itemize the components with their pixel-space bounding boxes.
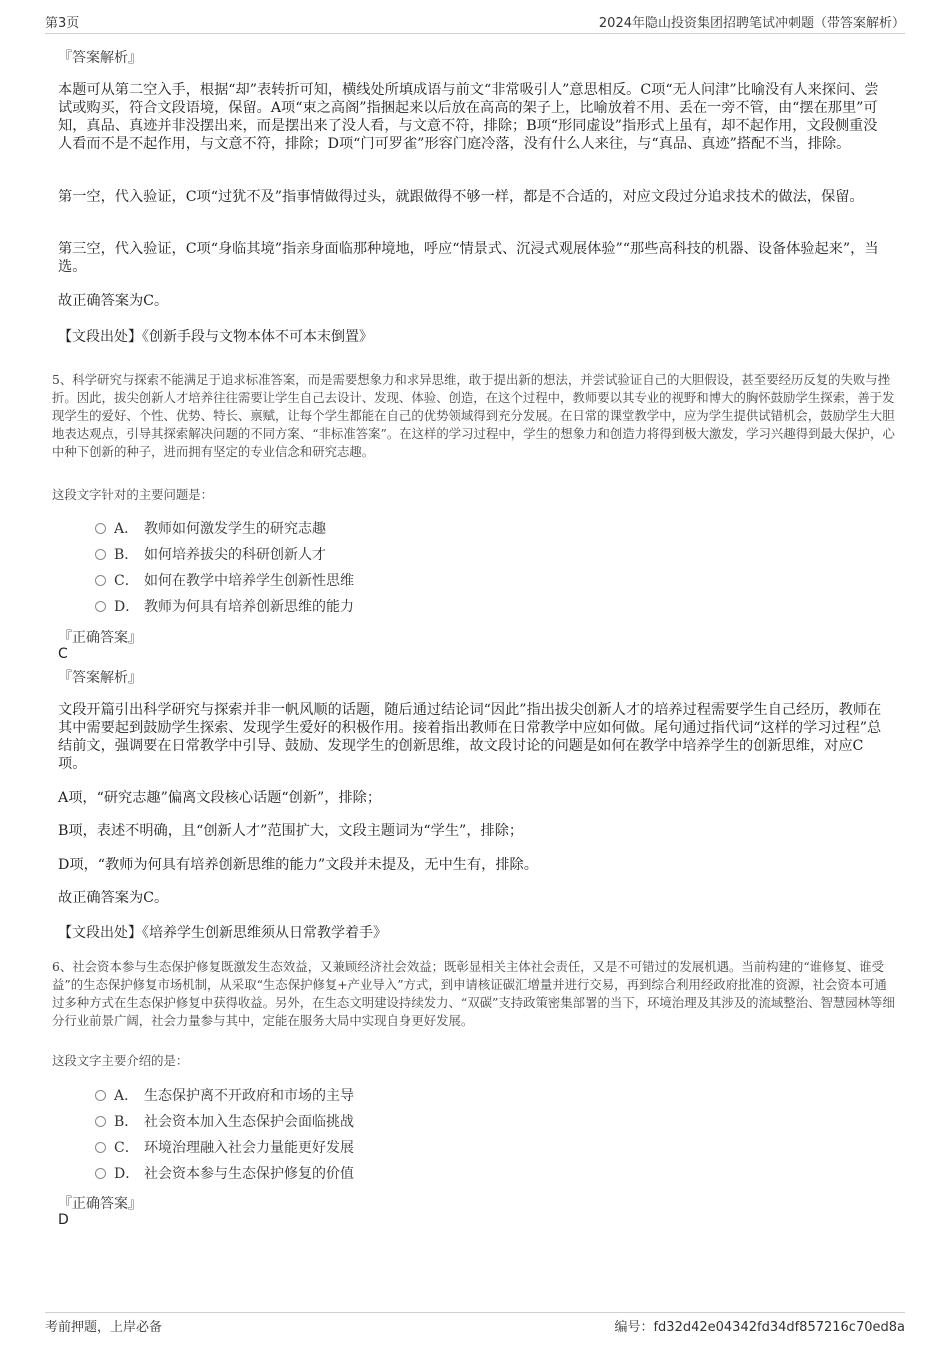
q4-analysis-paragraph: 本题可从第二空入手，根据“却”表转折可知，横线处所填成语与前文“非常吸引人”意思相反。C项“无人问津”比喻没有人来探问、尝试或购买，符合文段语境，保留。A项“束之高阁”指捆起来以后放在高高的架子上，比喻放着不用、丢在一旁不管，由“摆在那里”可知，真品、真迹并非没摆出来，而是摆出来了没人看，与文意不符，排除；B项“形同虚设”指形式上虽有，却不起作用，文段侧重没人看而不是不起作用，与文意不符，排除；D项“门可罗雀”形容门庭冷落，没有什么人来往，与“真品、真迹”搭配不当，排除。	[58, 82, 879, 152]
source-title: 《创新手段与文物本体不可本末倒置》	[142, 329, 373, 345]
radio-icon[interactable]	[95, 1168, 106, 1179]
page-header	[45, 0, 905, 34]
radio-icon[interactable]	[95, 549, 106, 560]
page-number: 第3页	[45, 16, 80, 31]
q5-option-b[interactable]: B． 如何培养拔尖的科研创新人才	[95, 545, 326, 565]
radio-icon[interactable]	[95, 1116, 106, 1127]
code-label: 编号：	[614, 1320, 654, 1335]
source-label: 【文段出处】	[58, 925, 142, 941]
q5-option-a[interactable]: A． 教师如何激发学生的研究志趣	[95, 519, 326, 539]
q5-correct-answer: C	[58, 646, 68, 662]
q4-conclusion: 故正确答案为C。	[58, 293, 169, 309]
q5-analysis-option-a: A项，“研究志趣”偏离文段核心话题“创新”，排除；	[58, 790, 382, 806]
radio-icon[interactable]	[95, 1142, 106, 1153]
radio-icon[interactable]	[95, 1090, 106, 1101]
q6-option-a[interactable]: A． 生态保护离不开政府和市场的主导	[95, 1086, 354, 1106]
q6-correct-tag: 『正确答案』	[58, 1196, 142, 1212]
page-footer	[45, 1312, 905, 1335]
q5-question-text: 5、科学研究与探索不能满足于追求标准答案，而是需要想象力和求异思维，敢于提出新的想法，并尝试验证自己的大胆假设，甚至要经历反复的失败与挫折。因此，拔尖创新人才培养往往需要让学生自己去设计、发现、体验、创造，在这个过程中，教师要以其专业的视野和博大的胸怀鼓励学生探索，善于发现学生的爱好、个性、优势、特长、禀赋，让每个学生都能在自己的优势领域得到充分发展。在日常的课堂教学中，应为学生提供试错机会，鼓励学生大胆地表达观点，引导其探索解决问题的不同方案、“非标准答案”。在这样的学习过程中，学生的想象力和创造力将得到极大激发，学习兴趣得到最大保护，心中种下创新的种子，进而拥有坚定的专业信念和研究志趣。	[52, 372, 895, 459]
q4-analysis-paragraph: 第三空，代入验证，C项“身临其境”指亲身面临那种境地，呼应“情景式、沉浸式观展体验”“那些高科技的机器、设备体验起来”，当选。	[58, 241, 879, 275]
radio-icon[interactable]	[95, 575, 106, 586]
document-code	[614, 1316, 905, 1335]
q6-prompt: 这段文字主要介绍的是：	[52, 1053, 189, 1068]
q5-analysis-option-b: B项，表述不明确，且“创新人才”范围扩大，文段主题词为“学生”，排除；	[58, 823, 524, 839]
q6-question-text: 6、社会资本参与生态保护修复既激发生态效益，又兼顾经济社会效益；既彰显相关主体社会责任，又是不可错过的发展机遇。当前构建的“谁修复、谁受益”的生态保护修复市场机制，从采取“生态保护修复+产业导入”方式，到申请核证碳汇增量并进行交易，再到综合利用经政府批准的资源，社会资本可通过多种方式在生态保护修复中获得收益。另外，在生态文明建设持续发力、“双碳”支持政策密集部署的当下，环境治理及其涉及的流域整治、智慧园林等细分行业前景广阔，社会力量参与其中，定能在服务大局中实现自身更好发展。	[52, 959, 895, 1028]
q5-option-d[interactable]: D． 教师为何具有培养创新思维的能力	[95, 597, 354, 617]
q5-conclusion: 故正确答案为C。	[58, 890, 169, 906]
document-title: 2024年隐山投资集团招聘笔试冲刺题（带答案解析）	[598, 16, 905, 31]
q5-source	[58, 922, 387, 942]
q5-analysis-paragraph: 文段开篇引出科学研究与探索并非一帆风顺的话题，随后通过结论词“因此”指出拔尖创新人才的培养过程需要学生自己经历，教师在其中需要起到鼓励学生探索、发现学生爱好的积极作用。接着指出教师在日常教学中应如何做。尾句通过指代词“这样的学习过程”总结前文，强调要在日常教学中引导、鼓励、发现学生的创新思维，故文段讨论的问题是如何在教学中培养学生的创新思维，对应C项。	[58, 702, 882, 772]
q4-analysis-tag: 『答案解析』	[58, 50, 142, 66]
footer-slogan: 考前押题，上岸必备	[45, 1320, 163, 1335]
q6-option-d[interactable]: D． 社会资本参与生态保护修复的价值	[95, 1164, 354, 1184]
source-title: 《培养学生创新思维须从日常教学着手》	[142, 925, 387, 941]
q5-analysis-tag: 『答案解析』	[58, 670, 142, 686]
q5-prompt: 这段文字针对的主要问题是：	[52, 487, 214, 502]
q5-analysis-option-d: D项，“教师为何具有培养创新思维的能力”文段并未提及，无中生有，排除。	[58, 857, 538, 873]
q6-correct-answer: D	[58, 1212, 69, 1228]
q5-correct-tag: 『正确答案』	[58, 630, 142, 646]
radio-icon[interactable]	[95, 601, 106, 612]
q5-option-c[interactable]: C． 如何在教学中培养学生创新性思维	[95, 571, 354, 591]
source-label: 【文段出处】	[58, 329, 142, 345]
q6-option-b[interactable]: B． 社会资本加入生态保护会面临挑战	[95, 1112, 354, 1132]
q4-source	[58, 326, 373, 346]
q6-option-c[interactable]: C． 环境治理融入社会力量能更好发展	[95, 1138, 354, 1158]
q4-analysis-paragraph: 第一空，代入验证，C项“过犹不及”指事情做得过头，就跟做得不够一样，都是不合适的，对应文段过分追求技术的做法，保留。	[58, 189, 864, 205]
radio-icon[interactable]	[95, 523, 106, 534]
code-value: fd32d42e04342fd34df857216c70ed8a	[653, 1320, 905, 1335]
